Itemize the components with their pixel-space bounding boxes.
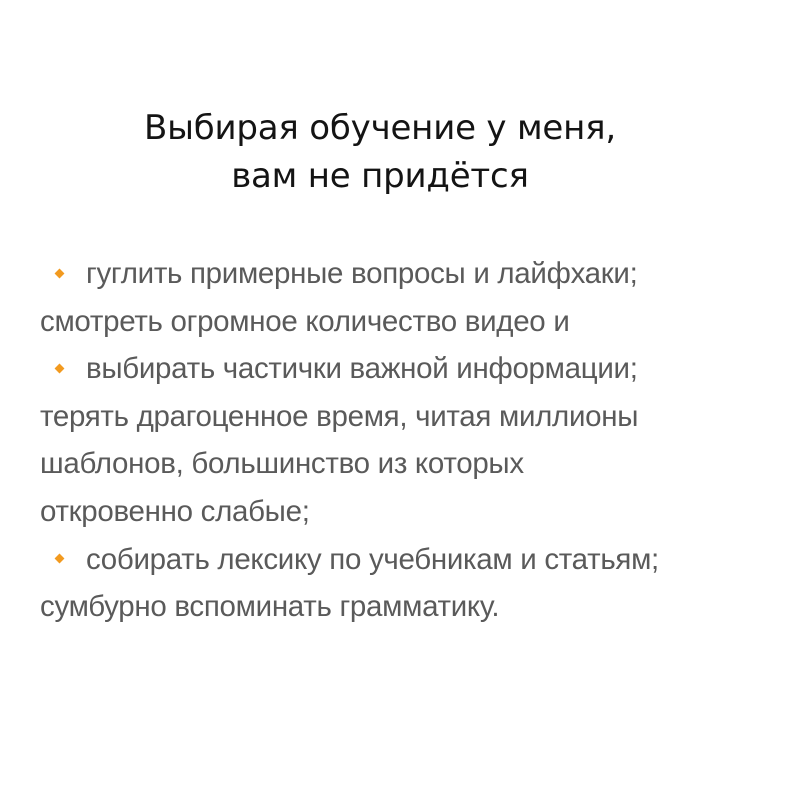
- list-body: [40, 250, 780, 631]
- list-item-text: смотреть огромное количество видео и: [40, 304, 570, 338]
- list-item-text: сумбурно вспоминать грамматику.: [40, 590, 500, 624]
- list-item-text: выбирать частички важной информации;: [86, 352, 638, 386]
- list-item: [40, 345, 780, 393]
- heading: [0, 104, 760, 200]
- list-item-text: гуглить примерные вопросы и лайфхаки;: [86, 257, 638, 290]
- list-item-continuation: [40, 583, 780, 631]
- list-item-text: шаблонов, большинство из которых: [40, 447, 524, 481]
- bullet-icon: [54, 554, 64, 564]
- list-item-continuation: [40, 393, 780, 441]
- bullet-icon: [54, 363, 64, 373]
- list-item-text: собирать лексику по учебникам и статьям;: [86, 542, 659, 576]
- list-item-text: терять драгоценное время, читая миллионы: [40, 399, 639, 433]
- list-item-text: откровенно слабые;: [40, 494, 310, 528]
- list-item: [40, 536, 780, 584]
- heading-line-1: Выбирая обучение у меня,: [143, 108, 617, 148]
- list-item: [40, 250, 780, 298]
- bullet-icon: [54, 268, 64, 278]
- list-item-continuation: [40, 488, 780, 536]
- heading-line-2: вам не придётся: [231, 156, 529, 196]
- list-item-continuation: [40, 440, 780, 488]
- list-item-continuation: [40, 298, 780, 346]
